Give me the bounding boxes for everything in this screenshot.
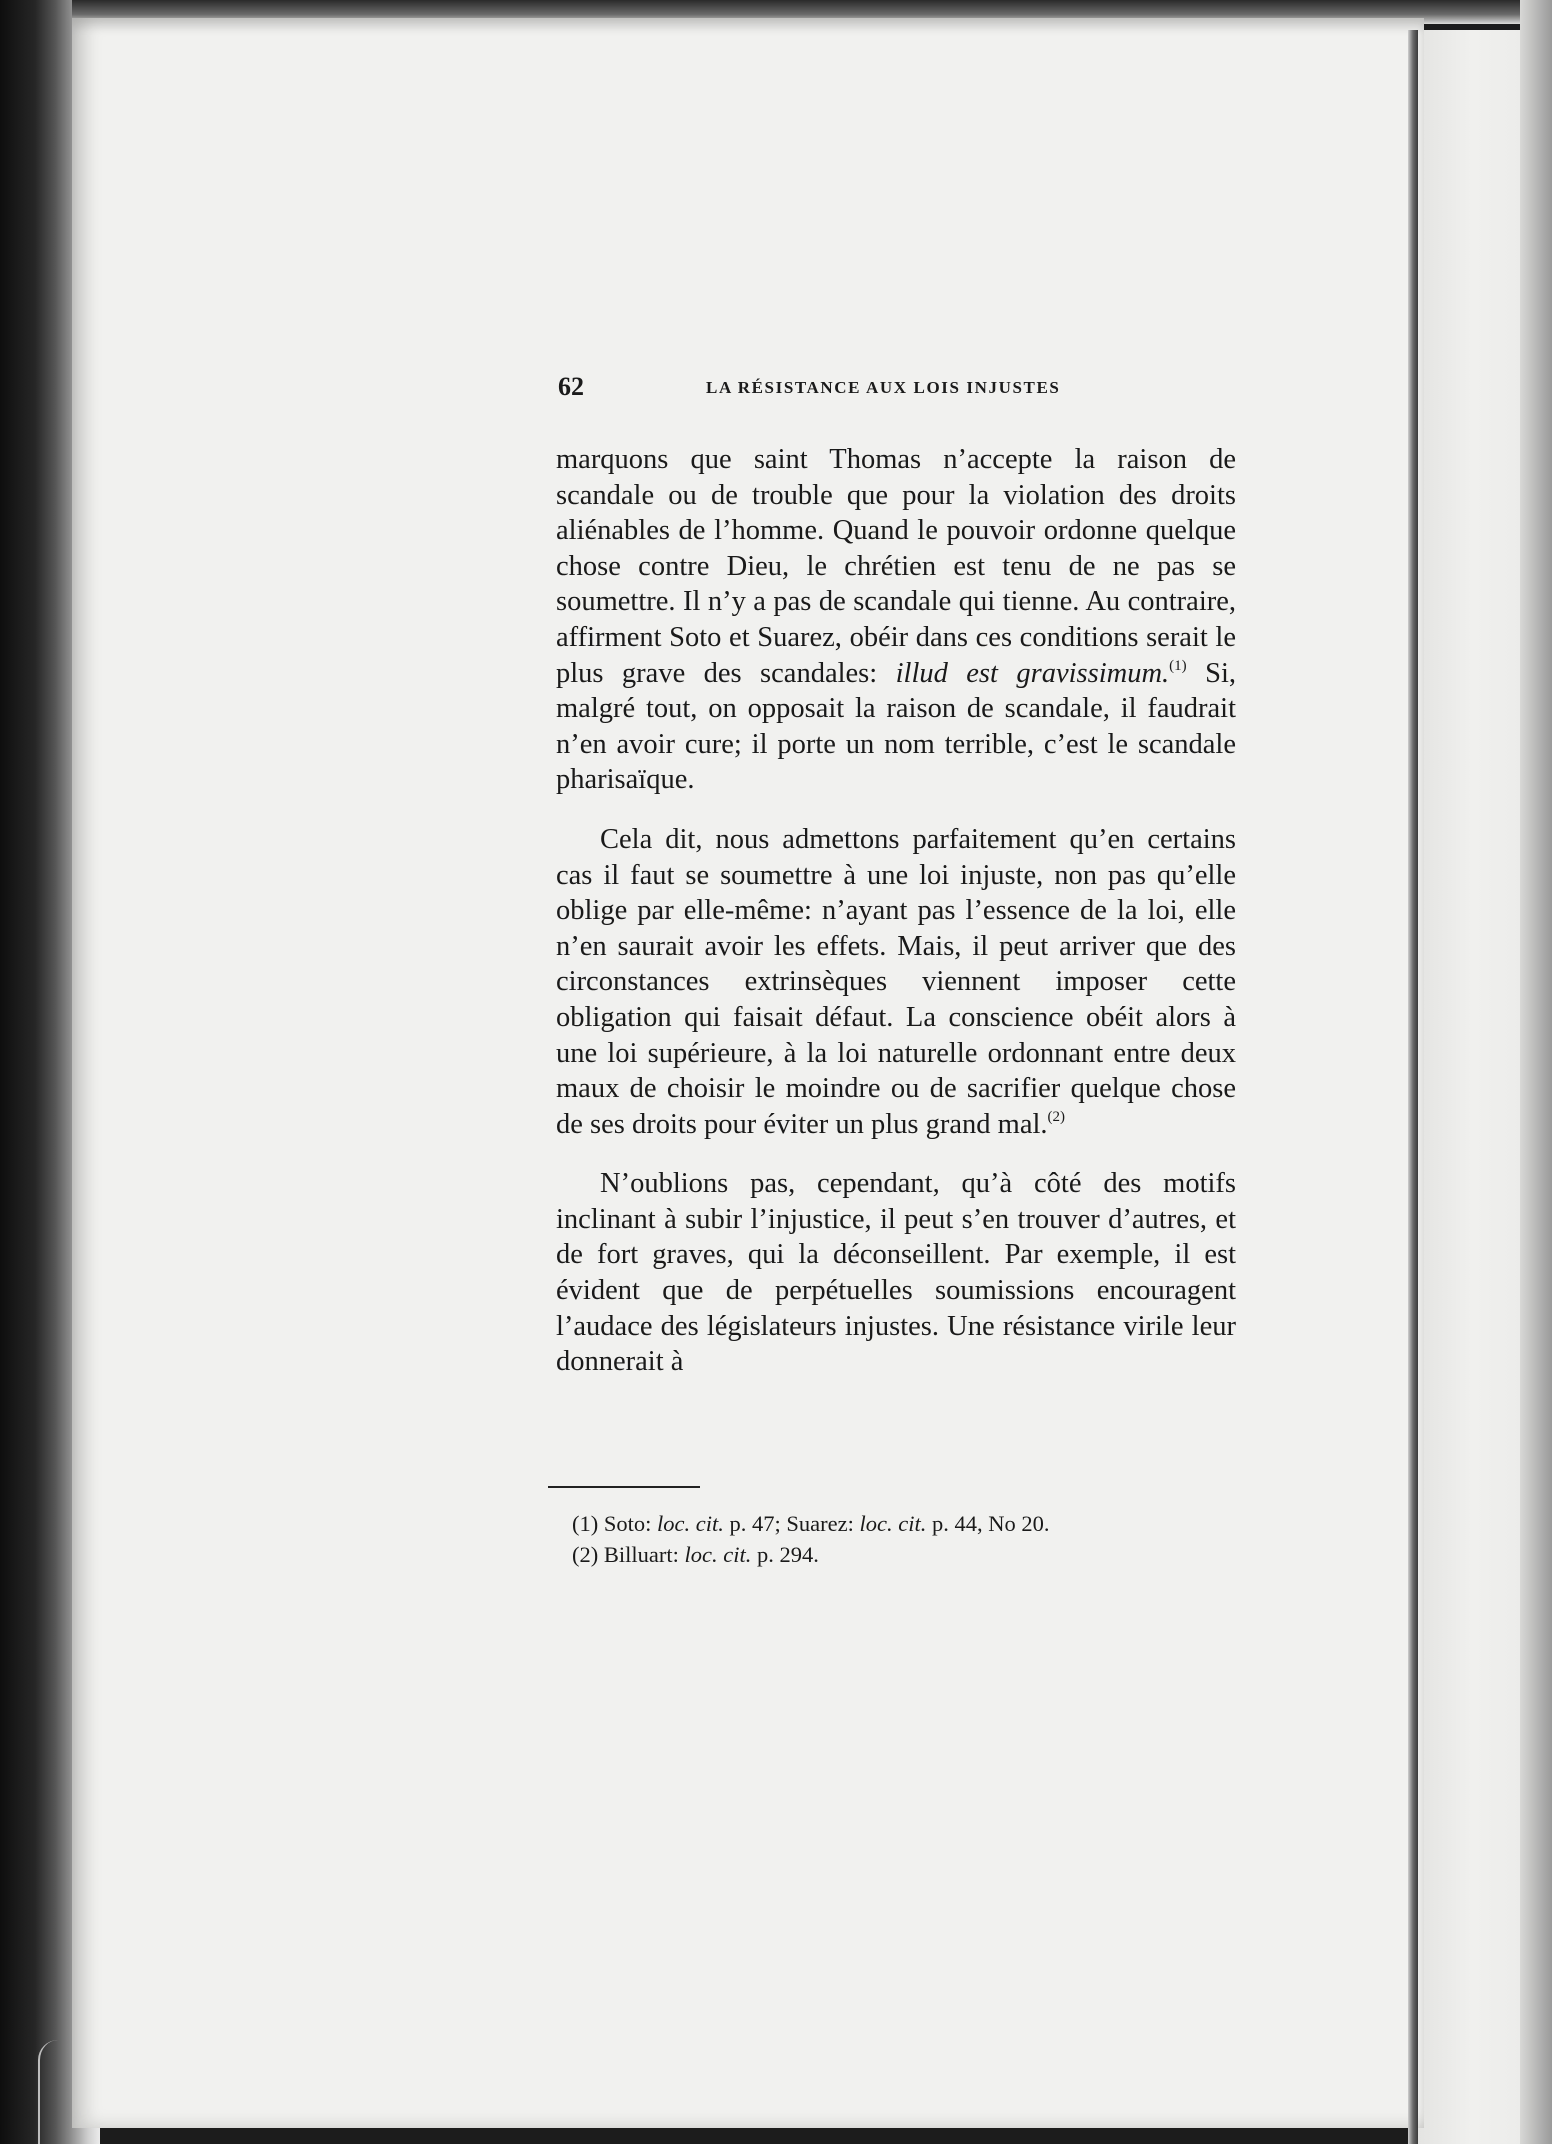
footnote-divider	[548, 1486, 700, 1488]
paragraph-3	[556, 1166, 1236, 1380]
book-gutter	[1408, 30, 1418, 2144]
page-number: 62	[558, 372, 584, 401]
paragraph-2-text: Cela dit, nous admettons parfaitement qu’en certains cas il faut se soumettre à une loi injuste, non pas qu’elle oblige par elle-même: n’ayant pas l’essence de la loi, elle n’en saurait avoir les effets. Mais, il peut arriver que des circonstances extrinsèques viennent imposer cette obligation qui faisait défaut. La conscience obéit alors à une loi supérieure, à la loi naturelle ordonnant entre deux maux de choisir le moindre ou de sacrifier quelque chose de ses droits pour éviter un plus grand mal.	[556, 823, 1236, 1140]
running-title: LA RÉSISTANCE AUX LOIS INJUSTES	[706, 378, 1061, 397]
footnote-ref-2: (2)	[1047, 1108, 1066, 1125]
binding-thread	[38, 2040, 80, 2144]
footnote-1-end: p. 44, No 20.	[926, 1511, 1050, 1536]
footnote-1-author: (1) Soto:	[572, 1511, 658, 1536]
footnotes	[572, 1508, 1212, 1570]
footnote-1-middle: p. 47; Suarez:	[723, 1511, 860, 1536]
footnote-ref-1: (1)	[1169, 657, 1187, 674]
footnote-1-loc-cit-2: loc. cit.	[859, 1511, 927, 1536]
footnote-2	[572, 1539, 1212, 1570]
footnote-1	[572, 1508, 1212, 1539]
paragraph-1-text: marquons que saint Thomas n’accepte la raison de scandale ou de trouble que pour la violation des droits aliénables de l’homme. Quand le pouvoir ordonne quelque chose contre Dieu, le chrétien est tenu de ne pas se soumettre. Il n’y a pas de scandale qui tienne. Au contraire, affirment Soto et Suarez, obéir dans ces conditions serait le plus grave des scandales:	[556, 444, 1236, 689]
page-header	[558, 372, 1268, 412]
footnote-1-loc-cit: loc. cit.	[657, 1511, 724, 1536]
paragraph-1	[556, 442, 1236, 798]
paragraph-3-text: N’oublions pas, cependant, qu’à côté des motifs inclinant à subir l’injustice, il peut s’en trouver d’autres, et de fort graves, qui la déconseillent. Par exemple, il est évident que de perpétuelles soumissions encouragent l’audace des législateurs injustes. Une résistance virile leur donnerait à	[556, 1168, 1236, 1378]
footnote-2-loc-cit: loc. cit.	[684, 1542, 752, 1567]
footnote-2-end: p. 294.	[751, 1542, 819, 1567]
body-text	[556, 442, 1236, 1380]
latin-quote: illud est gravissimum.	[895, 657, 1170, 689]
facing-page-edge	[1520, 0, 1552, 2144]
paragraph-1-text-continued: Si, malgré tout, on opposait la raison de scandale, il faudrait n’en avoir cure; il porte un nom terrible, c’est le scandale pharisaïque.	[556, 657, 1236, 796]
paragraph-2	[556, 822, 1236, 1142]
footnote-2-author: (2) Billuart:	[572, 1542, 685, 1567]
